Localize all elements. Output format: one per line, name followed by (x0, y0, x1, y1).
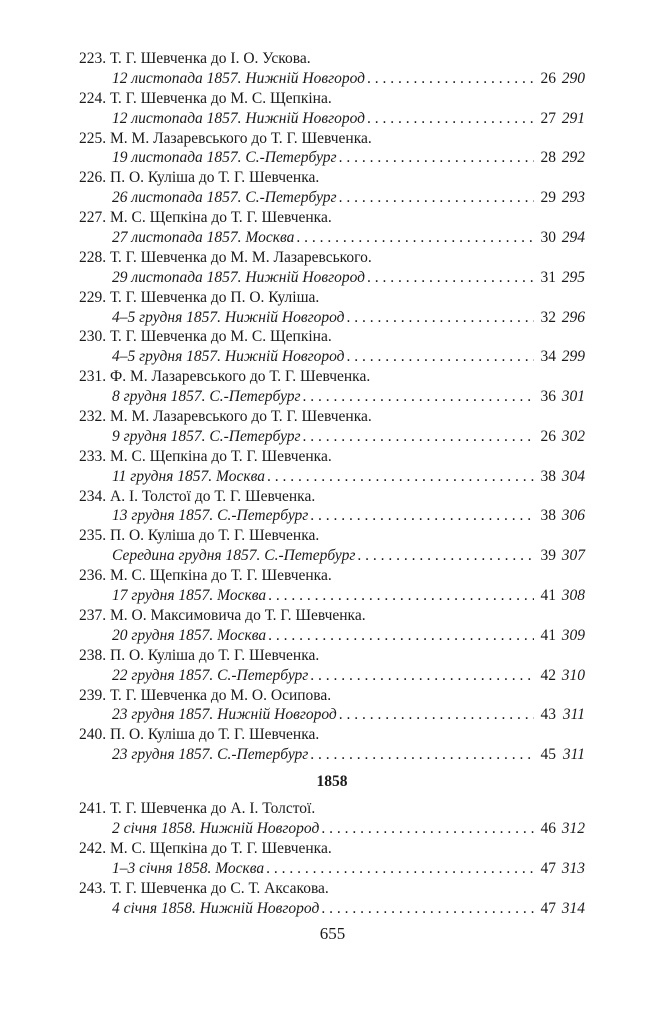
entry-date-line (79, 427, 585, 447)
entry-title: 226. П. О. Куліша до Т. Г. Шевченка. (79, 169, 320, 187)
entry-date-line (79, 148, 585, 168)
commentary-page: 306 (561, 507, 585, 525)
entry-date-line (79, 387, 585, 407)
entry-date-line (79, 69, 585, 89)
toc-entry (79, 168, 585, 208)
volume-page: 43 (540, 706, 556, 724)
toc-entry (79, 606, 585, 646)
toc-entry (79, 646, 585, 686)
toc-entry (79, 129, 585, 169)
commentary-page: 299 (561, 348, 585, 366)
entry-date: 27 листопада 1857. Москва (112, 229, 295, 247)
volume-page: 41 (540, 626, 556, 644)
entry-date: 1–3 січня 1858. Москва (112, 859, 265, 877)
entry-date: 12 листопада 1857. Нижній Новгород (112, 69, 366, 87)
commentary-page: 294 (561, 229, 585, 247)
entry-title: 230. Т. Г. Шевченка до М. С. Щепкіна. (79, 328, 332, 346)
entries-1858 (79, 799, 585, 918)
entry-title: 227. М. С. Щепкіна до Т. Г. Шевченка. (79, 209, 332, 227)
leader-dots (268, 626, 534, 646)
entry-title: 240. П. О. Куліша до Т. Г. Шевченка. (79, 726, 320, 744)
leader-dots (321, 819, 534, 839)
commentary-page: 307 (561, 547, 585, 565)
commentary-page: 314 (561, 899, 585, 917)
entry-title: 223. Т. Г. Шевченка до І. О. Ускова. (79, 50, 311, 67)
entry-date-line (79, 899, 585, 919)
entry-date-line (79, 268, 585, 288)
leader-dots (268, 586, 534, 606)
entry-title: 233. М. С. Щепкіна до Т. Г. Шевченка. (79, 447, 332, 465)
toc-entry (79, 799, 585, 839)
volume-page: 38 (540, 467, 556, 485)
volume-page: 38 (540, 507, 556, 525)
entry-date: 23 грудня 1857. С.-Петербург (112, 746, 309, 764)
leader-dots (339, 188, 534, 208)
commentary-page: 311 (562, 746, 585, 764)
entry-date-line (79, 745, 585, 765)
volume-page: 28 (540, 149, 556, 167)
volume-page: 34 (540, 348, 556, 366)
entry-date-line (79, 228, 585, 248)
volume-page: 27 (540, 109, 556, 127)
entry-title: 235. П. О. Куліша до Т. Г. Шевченка. (79, 527, 320, 545)
toc-entry (79, 89, 585, 129)
commentary-page: 304 (561, 467, 585, 485)
entry-title: 239. Т. Г. Шевченка до М. О. Осипова. (79, 686, 332, 704)
entries-1857 (79, 49, 585, 765)
commentary-page: 296 (561, 308, 585, 326)
entry-date-line (79, 666, 585, 686)
entry-title: 229. Т. Г. Шевченка до П. О. Куліша. (79, 288, 320, 306)
commentary-page: 295 (561, 268, 585, 286)
entry-date: 2 січня 1858. Нижній Новгород (112, 819, 320, 837)
entry-date: 26 листопада 1857. С.-Петербург (112, 189, 337, 207)
leader-dots (310, 745, 534, 765)
toc-entry (79, 879, 585, 919)
entry-title: 242. М. С. Щепкіна до Т. Г. Шевченка. (79, 839, 332, 857)
commentary-page: 292 (561, 149, 585, 167)
leader-dots (303, 387, 534, 407)
entry-date: 4–5 грудня 1857. Нижній Новгород (112, 308, 345, 326)
volume-page: 47 (540, 859, 556, 877)
leader-dots (267, 467, 534, 487)
entry-date: 8 грудня 1857. С.-Петербург (112, 388, 301, 406)
entry-date: 9 грудня 1857. С.-Петербург (112, 427, 301, 445)
commentary-page: 291 (561, 109, 585, 127)
entry-date: 4 січня 1858. Нижній Новгород (112, 899, 320, 917)
volume-page: 47 (540, 899, 556, 917)
toc-entry (79, 288, 585, 328)
commentary-page: 312 (561, 819, 585, 837)
entry-date: 4–5 грудня 1857. Нижній Новгород (112, 348, 345, 366)
commentary-page: 309 (561, 626, 585, 644)
volume-page: 41 (540, 587, 556, 605)
leader-dots (310, 666, 534, 686)
volume-page: 42 (540, 666, 556, 684)
entry-title: 234. А. І. Толстої до Т. Г. Шевченка. (79, 487, 316, 505)
toc-entry (79, 327, 585, 367)
toc-entry (79, 839, 585, 879)
toc-entry (79, 367, 585, 407)
leader-dots (367, 109, 534, 129)
entry-date: 22 грудня 1857. С.-Петербург (112, 666, 309, 684)
entry-date: 13 грудня 1857. С.-Петербург (112, 507, 309, 525)
toc-entry (79, 208, 585, 248)
entry-title: 231. Ф. М. Лазаревського до Т. Г. Шевченка. (79, 368, 371, 386)
page-number: 655 (319, 924, 346, 943)
leader-dots (296, 228, 534, 248)
entry-title: 241. Т. Г. Шевченка до А. І. Толстої. (79, 800, 316, 818)
entry-date: 19 листопада 1857. С.-Петербург (112, 149, 337, 167)
entry-title: 243. Т. Г. Шевченка до С. Т. Аксакова. (79, 879, 329, 897)
volume-page: 46 (540, 819, 556, 837)
leader-dots (339, 148, 534, 168)
toc-entry (79, 566, 585, 606)
volume-page: 26 (540, 69, 556, 87)
commentary-page: 290 (561, 69, 585, 87)
entry-date-line (79, 859, 585, 879)
entry-date: 11 грудня 1857. Москва (112, 467, 265, 485)
entry-date: 17 грудня 1857. Москва (112, 587, 267, 605)
entry-date: 29 листопада 1857. Нижній Новгород (112, 268, 366, 286)
entry-date-line (79, 705, 585, 725)
commentary-page: 311 (562, 706, 585, 724)
volume-page: 31 (540, 268, 556, 286)
entry-date-line (79, 819, 585, 839)
entry-date: 20 грудня 1857. Москва (112, 626, 267, 644)
leader-dots (367, 268, 534, 288)
toc-entry (79, 686, 585, 726)
entry-date-line (79, 506, 585, 526)
volume-page: 26 (540, 427, 556, 445)
toc-entry (79, 447, 585, 487)
volume-page: 32 (540, 308, 556, 326)
entry-title: 232. М. М. Лазаревського до Т. Г. Шевченка. (79, 408, 372, 426)
commentary-page: 313 (561, 859, 585, 877)
leader-dots (347, 347, 535, 367)
volume-page: 30 (540, 229, 556, 247)
leader-dots (367, 69, 534, 89)
entry-date-line (79, 347, 585, 367)
toc-entry (79, 407, 585, 447)
commentary-page: 293 (561, 189, 585, 207)
toc-entry (79, 725, 585, 765)
entry-date: Середина грудня 1857. С.-Петербург (112, 547, 356, 565)
entry-title: 236. М. С. Щепкіна до Т. Г. Шевченка. (79, 567, 332, 585)
leader-dots (303, 427, 534, 447)
entry-title: 225. М. М. Лазаревського до Т. Г. Шевченка. (79, 129, 372, 147)
entry-date: 12 листопада 1857. Нижній Новгород (112, 109, 366, 127)
entry-title: 228. Т. Г. Шевченка до М. М. Лазаревського. (79, 248, 372, 266)
leader-dots (357, 546, 534, 566)
entry-title: 238. П. О. Куліша до Т. Г. Шевченка. (79, 646, 320, 664)
entry-date-line (79, 188, 585, 208)
entry-date-line (79, 467, 585, 487)
toc-entry (79, 49, 585, 89)
entry-date-line (79, 546, 585, 566)
entry-date-line (79, 308, 585, 328)
entry-date: 23 грудня 1857. Нижній Новгород (112, 706, 337, 724)
toc-entry (79, 526, 585, 566)
entry-title: 237. М. О. Максимовича до Т. Г. Шевченка. (79, 606, 366, 624)
toc-entry (79, 248, 585, 288)
volume-page: 45 (540, 746, 556, 764)
commentary-page: 302 (561, 427, 585, 445)
commentary-page: 310 (561, 666, 585, 684)
year-heading: 1858 (316, 773, 348, 791)
commentary-page: 308 (561, 587, 585, 605)
entry-title: 224. Т. Г. Шевченка до М. С. Щепкіна. (79, 89, 332, 107)
leader-dots (339, 705, 534, 725)
volume-page: 29 (540, 189, 556, 207)
volume-page: 39 (540, 547, 556, 565)
commentary-page: 301 (561, 388, 585, 406)
leader-dots (347, 308, 535, 328)
table-of-contents (79, 49, 585, 918)
leader-dots (266, 859, 534, 879)
leader-dots (321, 899, 534, 919)
toc-entry (79, 487, 585, 527)
entry-date-line (79, 626, 585, 646)
entry-date-line (79, 109, 585, 129)
leader-dots (310, 506, 534, 526)
entry-date-line (79, 586, 585, 606)
volume-page: 36 (540, 388, 556, 406)
